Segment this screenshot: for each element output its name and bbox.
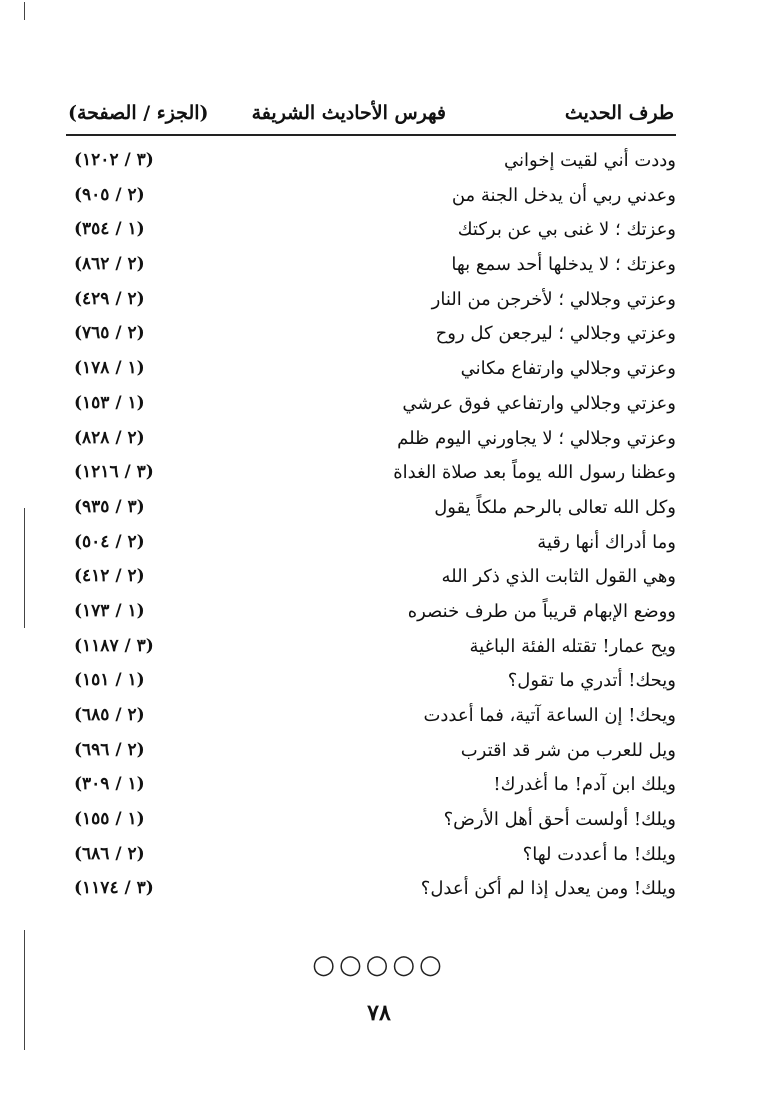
volume-page-reference: (٣ / ١١٧٤) [74, 878, 154, 899]
volume-page-reference: (٣ / ١٢٠٢) [74, 150, 154, 170]
volume-page-reference: (٢ / ٦٨٦) [74, 843, 145, 864]
hadith-incipit: وعظنا رسول الله يوماً بعد صلاة الغداة [393, 462, 676, 484]
hadith-incipit: وعزتي وجلالي ؛ لا يجاورني اليوم ظلم [397, 427, 676, 449]
index-entry [66, 666, 676, 701]
index-entry [66, 528, 676, 563]
hadith-incipit: ويلك! ومن يعدل إذا لم أكن أعدل؟ [420, 878, 676, 900]
hadith-index-list [66, 146, 676, 909]
volume-page-reference: (١ / ١٥١) [74, 670, 145, 691]
volume-page-reference: (١ / ٣٠٩) [74, 774, 145, 795]
index-header [68, 98, 674, 132]
hadith-incipit: وعزتي وجلالي وارتفاعي فوق عرشي [402, 392, 676, 414]
hadith-incipit: ويحك! إن الساعة آتية، فما أعددت [423, 705, 676, 726]
index-entry [66, 146, 676, 181]
index-entry [66, 736, 676, 771]
page-edge-mark [24, 930, 25, 1050]
hadith-incipit: ويح عمار! تقتله الفئة الباغية [469, 635, 676, 657]
volume-page-reference: (٣ / ٩٣٥) [74, 496, 145, 517]
hadith-incipit: وعزتي وجلالي ؛ ليرجعن كل روح [435, 323, 676, 345]
index-entry [66, 215, 676, 250]
column-header-volume-page: (الجزء / الصفحة) [68, 102, 209, 124]
volume-page-reference: (٢ / ٨٦٢) [74, 254, 145, 275]
hadith-incipit: ويحك! أتدري ما تقول؟ [507, 670, 676, 692]
index-entry [66, 493, 676, 528]
page-edge-mark [24, 2, 25, 20]
volume-page-reference: (٣ / ١٢١٦) [74, 462, 154, 483]
index-entry [66, 701, 676, 736]
volume-page-reference: (١ / ٣٥٤) [74, 219, 145, 240]
index-entry [66, 354, 676, 389]
volume-page-reference: (١ / ١٥٥) [74, 809, 145, 830]
hadith-incipit: وعزتك ؛ لا يدخلها أحد سمع بها [451, 254, 676, 276]
hadith-incipit: وما أدراك أنها رقية [537, 531, 676, 553]
hadith-incipit: وكل الله تعالى بالرحم ملكاً يقول [434, 496, 676, 518]
index-entry [66, 181, 676, 216]
volume-page-reference: (١ / ١٧٣) [74, 600, 145, 621]
index-entry [66, 770, 676, 805]
hadith-incipit: وهي القول الثابت الذي ذكر الله [441, 566, 676, 588]
page-edge-mark [24, 508, 25, 628]
volume-page-reference: (٢ / ٥٠٤) [74, 531, 145, 552]
volume-page-reference: (٢ / ٨٢٨) [74, 427, 145, 448]
volume-page-reference: (٢ / ٦٨٥) [74, 705, 145, 725]
hadith-incipit: ويلك! ما أعددت لها؟ [522, 843, 676, 865]
hadith-incipit: وعزتي وجلالي وارتفاع مكاني [460, 358, 676, 380]
volume-page-reference: (٢ / ٤٢٩) [74, 288, 145, 309]
hadith-incipit: وددت أني لقيت إخواني [504, 150, 676, 171]
hadith-incipit: وعزتي وجلالي ؛ لأخرجن من النار [431, 288, 676, 310]
index-entry [66, 285, 676, 320]
index-entry [66, 597, 676, 632]
index-title: فهرس الأحاديث الشريفة [251, 102, 446, 124]
volume-page-reference: (٢ / ٤١٢) [74, 566, 145, 587]
hadith-incipit: وعزتك ؛ لا غنى بي عن بركتك [457, 219, 676, 241]
column-header-hadith: طرف الحديث [564, 102, 674, 124]
index-entry [66, 458, 676, 493]
volume-page-reference: (٣ / ١١٨٧) [74, 635, 154, 656]
section-ornament: ○○○○○ [312, 950, 446, 980]
hadith-incipit: ويلك! أولست أحق أهل الأرض؟ [443, 809, 676, 831]
index-entry [66, 389, 676, 424]
hadith-incipit: ويل للعرب من شر قد اقترب [460, 739, 676, 761]
index-entry [66, 805, 676, 840]
hadith-incipit: وعدني ربي أن يدخل الجنة من [451, 184, 676, 206]
index-entry [66, 840, 676, 875]
header-rule [66, 134, 676, 136]
volume-page-reference: (٢ / ٩٠٥) [74, 184, 145, 205]
index-entry [66, 319, 676, 354]
hadith-incipit: ويلك ابن آدم! ما أغدرك! [493, 774, 676, 796]
index-entry [66, 874, 676, 909]
index-entry [66, 632, 676, 667]
page-number: ٧٨ [367, 1000, 391, 1026]
hadith-incipit: ووضع الإبهام قريباً من طرف خنصره [407, 600, 676, 622]
volume-page-reference: (١ / ١٧٨) [74, 358, 145, 379]
volume-page-reference: (٢ / ٧٦٥) [74, 323, 145, 344]
index-entry [66, 562, 676, 597]
index-entry [66, 250, 676, 285]
volume-page-reference: (١ / ١٥٣) [74, 392, 145, 413]
index-entry [66, 424, 676, 459]
volume-page-reference: (٢ / ٦٩٦) [74, 739, 145, 760]
